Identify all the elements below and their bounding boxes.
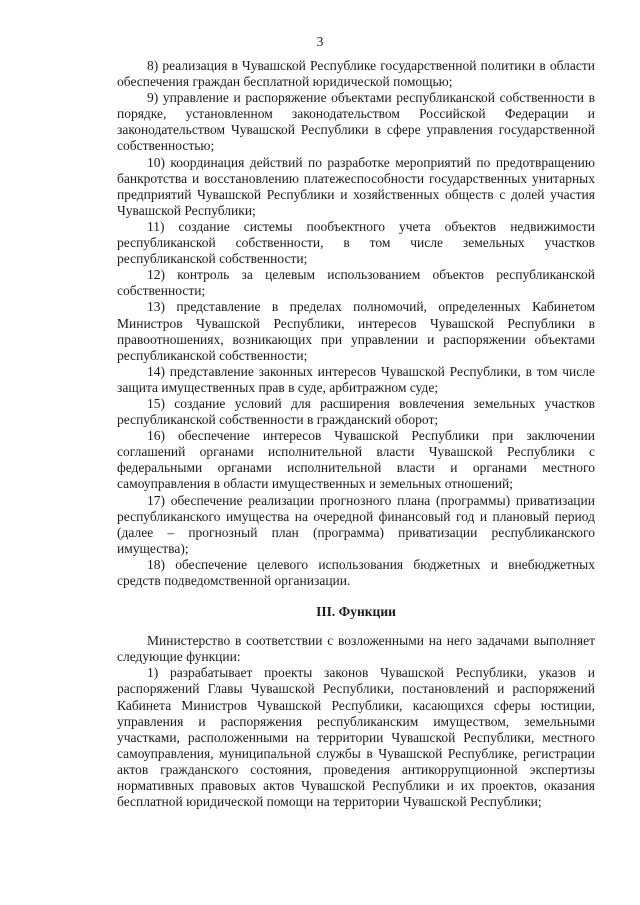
- list-item-15: 15) создание условий для расширения вовлечения земельных участков республиканской собственности в гражданский оборот;: [117, 395, 595, 428]
- list-item-18: 18) обеспечение целевого использования бюджетных и внебюджетных средств подведомственной организации.: [117, 556, 595, 588]
- section-title: III. Функции: [316, 604, 396, 620]
- list-item-17: 17) обеспечение реализации прогнозного плана (программы) приватизации республиканского имущества на очередной финансовый год и плановый период (далее – прогнозный план (программа) приватизации республиканского имущества);: [117, 492, 595, 556]
- list-item-16: 16) обеспечение интересов Чувашской Республики при заключении соглашений органами исполнительной власти Чувашской Республики с федеральными органами исполнительной власти и органами местного самоуправления в области имущественных и земельных отношений;: [117, 428, 595, 492]
- document-body: [117, 58, 595, 810]
- list-item-8: 8) реализация в Чувашской Республике государственной политики в области обеспечения граждан бесплатной юридической помощью;: [117, 58, 595, 90]
- list-item-14: 14) представление законных интересов Чувашской Республики, в том числе защита имущественных прав в суде, арбитражном суде;: [117, 363, 595, 395]
- function-item-1: 1) разрабатывает проекты законов Чувашской Республики, указов и распоряжений Главы Чувашской Республики, постановлений и распоряжений Кабинета Министров Чувашской Республики, касающихся сферы юстиции, управления и распоряжения республиканским имуществом, земельными участками, расположенными на территории Чувашской Республики, местного самоуправления, муниципальной службы в Чувашской Республике, регистрации актов гражданского состояния, проведения антикоррупционной экспертизы нормативных правовых актов Чувашской Республики и их проектов, оказания бесплатной юридической помощи на территории Чувашской Республики;: [117, 665, 595, 810]
- list-item-12: 12) контроль за целевым использованием объектов республиканской собственности;: [117, 267, 595, 299]
- list-item-10: 10) координация действий по разработке мероприятий по предотвращению банкротства и восстановлению платежеспособности государственных унитарных предприятий Чувашской Республики и хозяйственных обществ с долей участия Чувашской Республики;: [117, 154, 595, 218]
- functions-intro: Министерство в соответствии с возложенными на него задачами выполняет следующие функции:: [117, 633, 595, 665]
- list-item-13: 13) представление в пределах полномочий, определенных Кабинетом Министров Чувашской Республики, интересов Чувашской Республики в правоотношениях, возникающих при управлении и распоряжении объектами республиканской собственности;: [117, 299, 595, 363]
- list-item-11: 11) создание системы пообъектного учета объектов недвижимости республиканской собственности, в том числе земельных участков республиканской собственности;: [117, 218, 595, 267]
- list-item-9: 9) управление и распоряжение объектами республиканской собственности в порядке, установленном законодательством Российской Федерации и законодательством Чувашской Республики в сфере управления государственной собственностью;: [117, 90, 595, 154]
- page-number: 3: [316, 34, 324, 49]
